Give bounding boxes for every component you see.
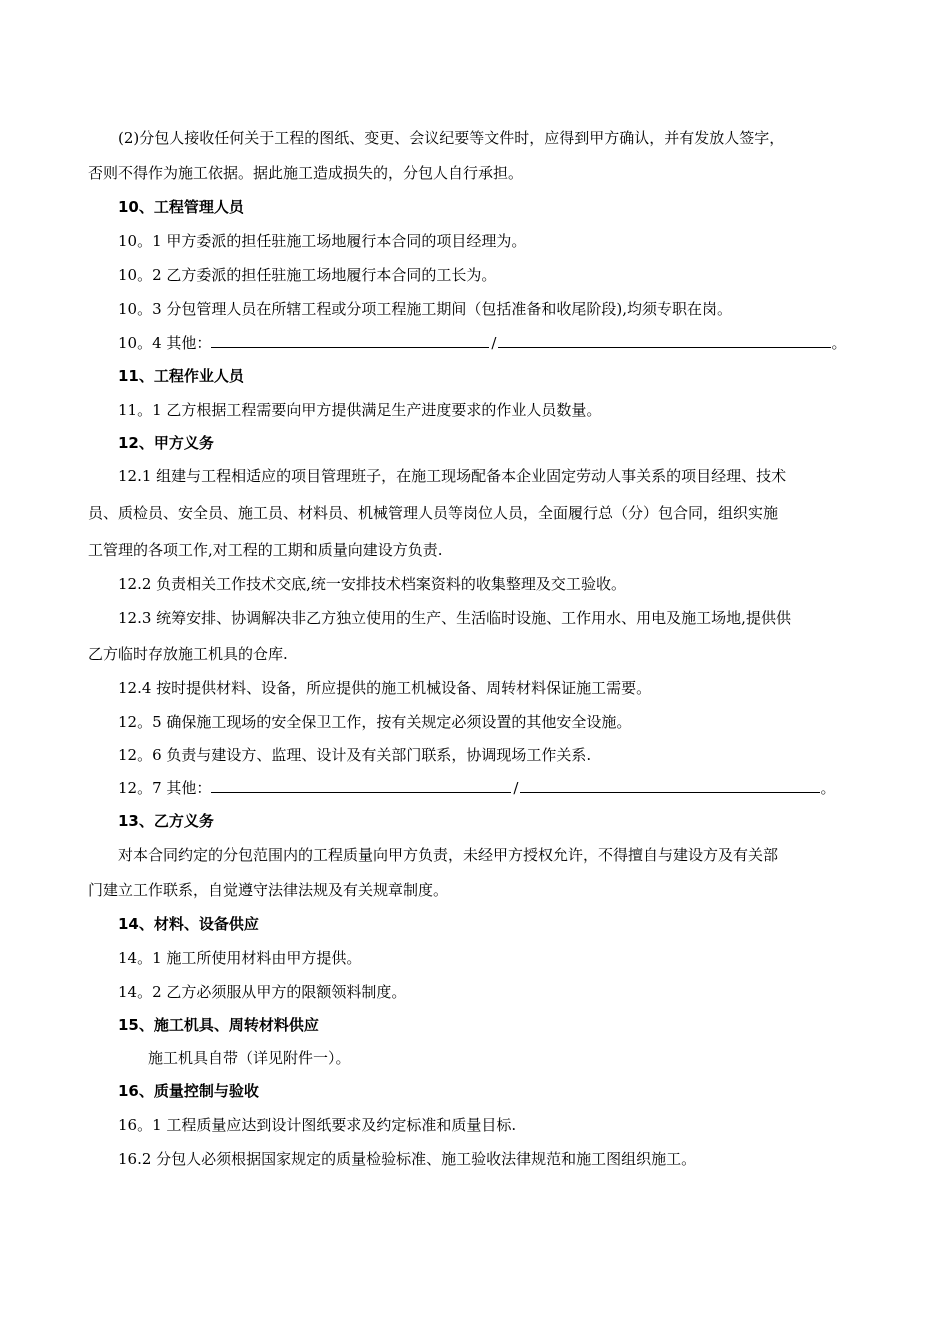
clause-12-7 [118, 778, 835, 798]
fill-in-blank [211, 778, 511, 793]
clause-16-1: 16。1 工程质量应达到设计图纸要求及约定标准和质量目标. [118, 1116, 517, 1134]
clause-12-2: 12.2 负责相关工作技术交底,统一安排技术档案资料的收集整理及交工验收。 [118, 575, 626, 593]
fill-in-blank [520, 778, 820, 793]
clause-12-3-line-1: 12.3 统筹安排、协调解决非乙方独立使用的生产、生活临时设施、工作用水、用电及施工场地,提供供 [118, 609, 791, 627]
clause-10-2: 10。2 乙方委派的担任驻施工场地履行本合同的工长为。 [118, 266, 497, 284]
fill-in-blank [211, 333, 489, 348]
paragraph-2-line-1: (2)分包人接收任何关于工程的图纸、变更、会议纪要等文件时，应得到甲方确认，并有发放人签字， [118, 129, 785, 147]
clause-12-1-line-3: 工管理的各项工作,对工程的工期和质量向建设方负责. [88, 541, 443, 559]
heading-16: 16、质量控制与验收 [118, 1082, 259, 1100]
blank-separator: / [513, 779, 519, 797]
clause-10-4-end: 。 [831, 334, 847, 352]
clause-12-1-line-2: 员、质检员、安全员、施工员、材料员、机械管理人员等岗位人员，全面履行总（分）包合同，组织实施 [88, 504, 779, 522]
heading-10: 10、工程管理人员 [118, 198, 244, 216]
clause-16-2: 16.2 分包人必须根据国家规定的质量检验标准、施工验收法律规范和施工图组织施工。 [118, 1150, 697, 1168]
heading-11: 11、工程作业人员 [118, 367, 244, 385]
heading-14: 14、材料、设备供应 [118, 915, 259, 933]
fill-in-blank [498, 333, 831, 348]
clause-12-7-end: 。 [820, 779, 836, 797]
clause-12-5: 12。5 确保施工现场的安全保卫工作，按有关规定必须设置的其他安全设施。 [118, 713, 632, 731]
paragraph-2-line-2: 否则不得作为施工依据。据此施工造成损失的，分包人自行承担。 [88, 164, 524, 182]
heading-12: 12、甲方义务 [118, 434, 214, 452]
clause-12-3-line-2: 乙方临时存放施工机具的仓库. [88, 645, 288, 663]
clause-14-1: 14。1 施工所使用材料由甲方提供。 [118, 949, 362, 967]
clause-10-1: 10。1 甲方委派的担任驻施工场地履行本合同的项目经理为。 [118, 232, 527, 250]
heading-13: 13、乙方义务 [118, 812, 214, 830]
clause-15: 施工机具自带（详见附件一）。 [148, 1049, 351, 1067]
clause-13-line-1: 对本合同约定的分包范围内的工程质量向甲方负责，未经甲方授权允许，不得擅自与建设方及有关部 [118, 846, 779, 864]
clause-11-1: 11。1 乙方根据工程需要向甲方提供满足生产进度要求的作业人员数量。 [118, 401, 602, 419]
clause-14-2: 14。2 乙方必须服从甲方的限额领料制度。 [118, 983, 407, 1001]
clause-12-1-line-1: 12.1 组建与工程相适应的项目管理班子，在施工现场配备本企业固定劳动人事关系的项目经理、技术 [118, 467, 787, 485]
clause-12-6: 12。6 负责与建设方、监理、设计及有关部门联系，协调现场工作关系. [118, 746, 592, 764]
clause-13-line-2: 门建立工作联系，自觉遵守法律法规及有关规章制度。 [88, 881, 449, 899]
blank-separator: / [491, 334, 497, 352]
clause-10-3: 10。3 分包管理人员在所辖工程或分项工程施工期间（包括准备和收尾阶段),均须专职在岗。 [118, 300, 733, 318]
clause-12-7-label: 12。7 其他： [118, 779, 212, 797]
clause-10-4-label: 10。4 其他： [118, 334, 212, 352]
clause-10-4 [118, 333, 846, 353]
clause-12-4: 12.4 按时提供材料、设备，所应提供的施工机械设备、周转材料保证施工需要。 [118, 679, 652, 697]
heading-15: 15、施工机具、周转材料供应 [118, 1016, 319, 1034]
